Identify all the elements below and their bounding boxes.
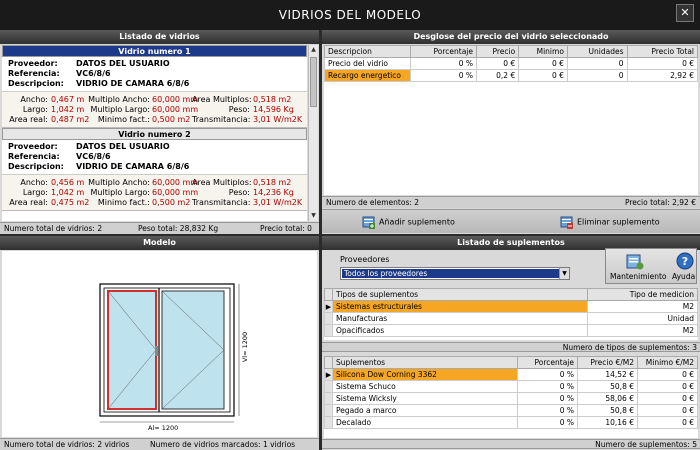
minimo-label: Minimo fact.: (97, 115, 150, 124)
providers-selected[interactable]: Todos los proveedores (342, 269, 559, 278)
col-unidades[interactable]: Unidades (567, 46, 627, 58)
supplement-types-table (324, 288, 698, 337)
cell[interactable]: Opacificados (333, 325, 588, 337)
largo-label: Largo: (22, 188, 48, 197)
area-mult-label: Area Multiplos: (192, 95, 252, 104)
cell[interactable]: 0 € (638, 405, 698, 417)
col-porcentaje[interactable]: Porcentaje (411, 46, 477, 58)
cell[interactable]: 0 % (518, 417, 578, 429)
col-minimo[interactable]: Minimo (519, 46, 568, 58)
cell[interactable]: 0 (567, 70, 627, 82)
scroll-down-icon[interactable]: ▼ (311, 212, 316, 219)
cell[interactable]: 50,8 € (578, 405, 638, 417)
proveedor-label: Proveedor: (8, 142, 58, 151)
total-price: Precio total: 0 (260, 224, 312, 233)
col-precio-total[interactable]: Precio Total (627, 46, 698, 58)
model-marked-glass: Numero de vidrios marcados: 1 vidrios (150, 440, 296, 449)
referencia-label: Referencia: (8, 152, 60, 161)
peso-label: Peso: (228, 188, 250, 197)
ancho-value: 0,467 m (51, 95, 85, 104)
table-row[interactable] (325, 58, 698, 70)
total-glass-count: Numero total de vidrios: 2 (4, 224, 103, 233)
glass-item-dimensions (2, 174, 307, 210)
col-suplementos[interactable]: Suplementos (333, 357, 518, 369)
table-row[interactable] (325, 393, 698, 405)
transm-value: 3,01 W/m2K (253, 198, 303, 207)
cell[interactable]: 0,2 € (477, 70, 519, 82)
elements-count: Numero de elementos: 2 (326, 198, 420, 207)
glass-item-title[interactable]: Vidrio numero 1 (2, 45, 307, 57)
proveedor-label: Proveedor: (8, 59, 58, 68)
cell[interactable]: 0 (567, 58, 627, 70)
maintenance-button[interactable] (605, 248, 697, 284)
mult-largo-value: 60,000 mm (152, 105, 199, 114)
mult-ancho-value: 60,000 mm (152, 95, 199, 104)
mult-largo-value: 60,000 mm (152, 188, 199, 197)
descripcion-label: Descripcion: (8, 162, 64, 171)
proveedor-value: DATOS DEL USUARIO (76, 142, 170, 151)
row-indicator (325, 393, 333, 405)
model-panel (0, 236, 319, 450)
total-weight: Peso total: 28,832 Kg (138, 224, 219, 233)
cell[interactable]: 0 € (627, 58, 698, 70)
cell[interactable]: M2 (588, 301, 698, 313)
row-indicator (325, 381, 333, 393)
remove-supplement-icon (560, 215, 574, 229)
price-breakdown-grid (324, 45, 698, 195)
referencia-value: VC6/8/6 (76, 152, 111, 161)
cell[interactable]: Sistema Schuco (333, 381, 518, 393)
cell[interactable]: 0 % (518, 405, 578, 417)
remove-supplement-button[interactable] (560, 215, 660, 229)
table-row[interactable] (325, 417, 698, 429)
glass-pane-left (108, 291, 156, 409)
row-selected-icon: ▶ (325, 301, 333, 313)
cell[interactable]: 58,06 € (578, 393, 638, 405)
cell[interactable]: 0 € (519, 58, 568, 70)
remove-supplement-label: Eliminar suplemento (577, 217, 660, 227)
help-icon[interactable] (676, 252, 694, 272)
supplement-toolbar (322, 209, 700, 233)
cell[interactable]: Silicona Dow Corning 3362 (333, 369, 518, 381)
cell[interactable]: 2,92 € (627, 70, 698, 82)
ancho-label: Ancho: (20, 178, 48, 187)
referencia-value: VC6/8/6 (76, 69, 111, 78)
largo-label: Largo: (22, 105, 48, 114)
col-tipos[interactable]: Tipos de suplementos (333, 289, 588, 301)
transm-value: 3,01 W/m2K (253, 115, 303, 124)
supplements-grid (324, 356, 698, 438)
mult-ancho-label: Multiplo Ancho: (88, 178, 150, 187)
cell[interactable]: Unidad (588, 313, 698, 325)
minimo-label: Minimo fact.: (97, 198, 150, 207)
largo-value: 1,042 m (51, 188, 85, 197)
cell[interactable]: Manufacturas (333, 313, 588, 325)
proveedor-value: DATOS DEL USUARIO (76, 59, 170, 68)
glass-item[interactable] (2, 45, 307, 128)
descripcion-label: Descripcion: (8, 79, 64, 88)
cell[interactable]: Pegado a marco (333, 405, 518, 417)
mult-ancho-label: Multiplo Ancho: (88, 95, 150, 104)
glass-pane-right (162, 291, 224, 409)
ancho-label: Ancho: (20, 95, 48, 104)
cell[interactable]: 0 % (518, 393, 578, 405)
row-indicator-header (325, 357, 333, 369)
area-real-label: Area real: (9, 115, 48, 124)
largo-value: 1,042 m (51, 105, 85, 114)
table-row[interactable] (325, 381, 698, 393)
cell[interactable]: 0 € (638, 393, 698, 405)
cell[interactable]: 14,52 € (578, 369, 638, 381)
area-real-label: Area real: (9, 198, 48, 207)
row-indicator (325, 325, 333, 337)
cell[interactable]: 0 € (519, 70, 568, 82)
col-precio[interactable]: Precio (477, 46, 519, 58)
cell[interactable]: Precio del vidrio (325, 58, 411, 70)
close-icon[interactable]: ✕ (676, 4, 694, 22)
area-mult-value: 0,518 m2 (253, 95, 292, 104)
row-selected-icon: ▶ (325, 369, 333, 381)
row-indicator (325, 417, 333, 429)
peso-value: 14,596 Kg (253, 105, 294, 114)
table-row[interactable] (325, 325, 698, 337)
model-drawing[interactable] (2, 251, 317, 437)
descripcion-value: VIDRIO DE CAMARA 6/8/6 (76, 79, 190, 88)
svg-text:?: ? (681, 255, 689, 268)
glass-item-dimensions (2, 91, 307, 127)
price-breakdown-table (324, 45, 698, 82)
maintenance-icon (626, 252, 644, 272)
mult-largo-label: Multiplo Largo: (90, 105, 150, 114)
window-handle (155, 346, 158, 356)
add-supplement-icon (362, 215, 376, 229)
providers-select[interactable] (340, 267, 570, 280)
add-supplement-label: Añadir suplemento (379, 217, 455, 227)
transm-label: Transmitancia: (192, 115, 251, 124)
col-porcentaje[interactable]: Porcentaje (518, 357, 578, 369)
table-header-row (325, 46, 698, 58)
supplements-count: Numero de suplementos: 5 (322, 439, 700, 449)
price-breakdown-status (322, 196, 700, 208)
table-row[interactable] (325, 405, 698, 417)
breakdown-total: Precio total: 2,92 € (624, 198, 696, 207)
col-precio-m2[interactable]: Precio €/M2 (578, 357, 638, 369)
mult-largo-label: Multiplo Largo: (90, 188, 150, 197)
providers-label: Proveedores (340, 255, 390, 264)
supplement-types-grid (324, 288, 698, 340)
area-real-value: 0,487 m2 (51, 115, 90, 124)
col-minimo-m2[interactable]: Minimo €/M2 (638, 357, 698, 369)
cell[interactable]: Recargo energetico (325, 70, 411, 82)
transm-label: Transmitancia: (192, 198, 251, 207)
cell[interactable]: M2 (588, 325, 698, 337)
glass-list-header: Listado de vidrios (0, 30, 319, 44)
col-descripcion[interactable]: Descripcion (325, 46, 411, 58)
cell[interactable]: 0 % (518, 381, 578, 393)
supplements-header: Listado de suplementos (322, 236, 700, 250)
cell[interactable]: 10,16 € (578, 417, 638, 429)
minimo-value: 0,500 m2 (152, 198, 191, 207)
cell[interactable]: Sistemas estructurales (333, 301, 588, 313)
row-indicator (325, 405, 333, 417)
peso-label: Peso: (228, 105, 250, 114)
minimo-value: 0,500 m2 (152, 115, 191, 124)
maintenance-label: Mantenimiento (610, 272, 667, 281)
cell[interactable]: 0 € (638, 369, 698, 381)
area-mult-value: 0,518 m2 (253, 178, 292, 187)
model-status (0, 438, 319, 450)
descripcion-value: VIDRIO DE CAMARA 6/8/6 (76, 162, 190, 171)
row-indicator-header (325, 289, 333, 301)
row-indicator (325, 313, 333, 325)
chevron-down-icon[interactable]: ▼ (559, 268, 569, 279)
glass-item-info (2, 140, 307, 174)
cell[interactable]: 0 % (518, 369, 578, 381)
table-header-row (325, 289, 698, 301)
cell[interactable]: 50,8 € (578, 381, 638, 393)
cell[interactable]: 0 € (638, 417, 698, 429)
area-mult-label: Area Multiplos: (192, 178, 252, 187)
glass-item-info (2, 57, 307, 91)
glass-item[interactable] (2, 128, 307, 211)
cell[interactable]: 0 % (411, 70, 477, 82)
scroll-up-icon[interactable]: ▲ (311, 46, 316, 53)
table-row[interactable] (325, 369, 698, 381)
scroll-thumb[interactable] (310, 57, 317, 107)
mult-ancho-value: 60,000 mm (152, 178, 199, 187)
table-row[interactable] (325, 301, 698, 313)
glass-list (2, 45, 307, 221)
cell[interactable]: 0 € (638, 381, 698, 393)
cell[interactable]: 0 € (477, 58, 519, 70)
cell[interactable]: 0 % (411, 58, 477, 70)
referencia-label: Referencia: (8, 69, 60, 78)
supplement-types-count: Numero de tipos de suplementos: 3 (322, 342, 700, 352)
model-header: Modelo (0, 236, 319, 250)
col-tipo-medicion[interactable]: Tipo de medicion (588, 289, 698, 301)
glass-item-title[interactable]: Vidrio numero 2 (2, 128, 307, 140)
cell[interactable]: Sistema Wicksly (333, 393, 518, 405)
cell[interactable]: Decalado (333, 417, 518, 429)
glass-list-panel (0, 30, 319, 234)
window-titlebar (0, 0, 700, 30)
ancho-value: 0,456 m (51, 178, 85, 187)
help-label[interactable]: Ayuda (672, 272, 696, 281)
supplements-table (324, 356, 698, 429)
glass-list-scrollbar[interactable] (308, 45, 318, 221)
add-supplement-button[interactable] (362, 215, 455, 229)
area-real-value: 0,475 m2 (51, 198, 90, 207)
window-title: VIDRIOS DEL MODELO (278, 8, 422, 22)
peso-value: 14,236 Kg (253, 188, 294, 197)
price-breakdown-header: Desglose del precio del vidrio seleccionado (322, 30, 700, 44)
table-row[interactable] (325, 70, 698, 82)
window-drawing[interactable] (2, 251, 317, 437)
table-header-row (325, 357, 698, 369)
model-total-glass: Numero total de vidrios: 2 vidrios (4, 440, 130, 449)
glass-list-status (0, 222, 319, 234)
width-dimension: Al= 1200 (148, 424, 179, 432)
price-breakdown-panel (322, 30, 700, 234)
table-row[interactable] (325, 313, 698, 325)
height-dimension: Vl= 1200 (241, 331, 250, 363)
